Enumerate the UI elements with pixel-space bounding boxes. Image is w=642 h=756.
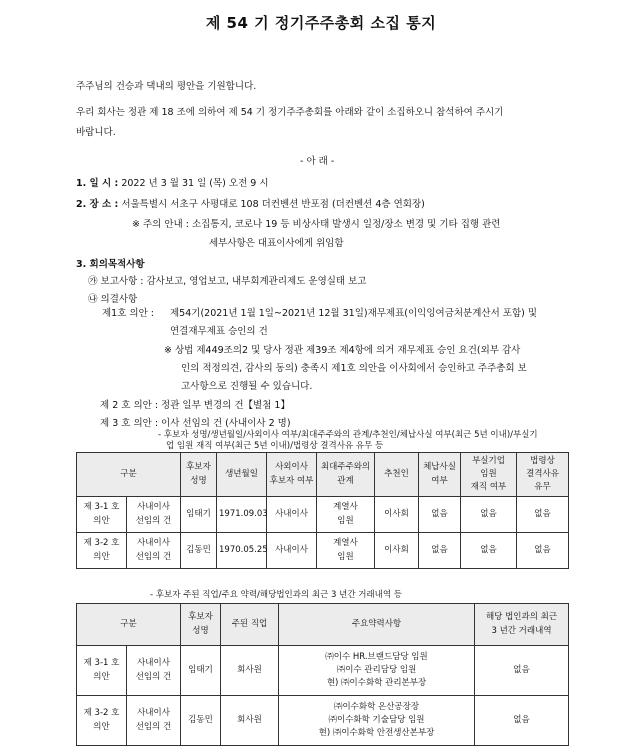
t1-header-div: 구분 (77, 453, 181, 497)
t1-header-candidate: 후보자 성명 (181, 453, 217, 497)
type-cell: 사내이사 선임의 건 (127, 696, 181, 746)
t1-header-insolvent: 부실기업 임원 재직 여부 (461, 453, 517, 497)
relation-cell: 계열사 임원 (317, 497, 375, 533)
table-row (77, 696, 569, 746)
type-cell: 사내이사 선임의 건 (127, 533, 181, 569)
type-cell: 사내이사 선임의 건 (127, 497, 181, 533)
agenda-1-line-2: 연결재무제표 승인의 건 (170, 326, 268, 337)
item-1-label: 1. 일 시 : (76, 178, 119, 189)
table-1-header-row (77, 453, 569, 497)
agenda-cell: 제 3-2 호 의안 (77, 696, 127, 746)
deal-cell: 없음 (475, 696, 569, 746)
arrears-cell: 없음 (419, 533, 461, 569)
item-2-place (76, 196, 425, 210)
career-cell: ㈜이수화학 온산공장장 ㈜이수화학 기술담당 임원 현) ㈜이수화학 안전생산본부장 (279, 696, 475, 746)
birth-cell: 1971.09.03 (217, 497, 267, 533)
agenda-1-note-1: ※ 상법 제449조의2 및 당사 정관 제39조 제4항에 의거 재무제표 승인 요건(외부 감사 (164, 345, 521, 356)
t2-header-job: 주된 직업 (221, 604, 279, 646)
below-marker: - 아 래 - (300, 156, 335, 167)
name-cell: 김동민 (181, 533, 217, 569)
table-1-caption-line-2: 업 임원 재직 여부(최근 5년 이내)/법령상 결격사유 유무 등 (166, 441, 384, 451)
agenda-3: 제 3 호 의안 : 이사 선임의 건 (사내이사 2 명) (100, 418, 291, 429)
t2-header-career: 주요약력사항 (279, 604, 475, 646)
item-2-value: 서울특별시 서초구 사평대로 108 더컨벤션 반포점 (더컨벤션 4층 연회장) (121, 199, 425, 210)
t1-header-outside: 사외이사 후보자 여부 (267, 453, 317, 497)
agenda-cell: 제 3-2 호 의안 (77, 533, 127, 569)
candidate-info-table (76, 452, 569, 569)
item-1-value: 2022 년 3 월 31 일 (목) 오전 9 시 (121, 178, 269, 189)
job-cell: 회사원 (221, 696, 279, 746)
name-cell: 김동민 (181, 696, 221, 746)
agenda-1-line-1: 제54기(2021년 1월 1일~2021년 12월 31일)재무제표(이익잉여금처분계산서 포함) 및 (170, 308, 538, 319)
deal-cell: 없음 (475, 646, 569, 696)
page-title: 제 54 기 정기주주총회 소집 통지 (205, 14, 437, 32)
notice-line-2: 세부사항은 대표이사에게 위임함 (209, 238, 344, 249)
table-row (77, 646, 569, 696)
insolvent-cell: 없음 (461, 533, 517, 569)
agenda-cell: 제 3-1 호 의안 (77, 497, 127, 533)
t1-header-disqualify: 법령상 결격사유 유무 (517, 453, 569, 497)
name-cell: 임태기 (181, 497, 217, 533)
arrears-cell: 없음 (419, 497, 461, 533)
table-row (77, 497, 569, 533)
agenda-1-label: 제1호 의안 : (102, 308, 154, 319)
notice-line-1: ※ 주의 안내 : 소집통지, 코로나 19 등 비상사태 발생시 일정/장소 변경 및 기타 집행 관련 (132, 219, 501, 230)
disqualify-cell: 없음 (517, 533, 569, 569)
t1-header-birth: 생년월일 (217, 453, 267, 497)
table-1-caption-line-1: - 후보자 성명/생년월일/사외이사 여부/최대주주와의 관계/추천인/체납사실 여부(최근 5년 이내)/부실기 (158, 430, 538, 440)
t1-header-relation: 최대주주와의 관계 (317, 453, 375, 497)
report-items: ㉮ 보고사항 : 감사보고, 영업보고, 내부회계관리제도 운영실태 보고 (88, 276, 367, 287)
birth-cell: 1970.05.25 (217, 533, 267, 569)
t2-header-div: 구분 (77, 604, 181, 646)
agenda-2: 제 2 호 의안 : 정관 일부 변경의 건【별첨 1】 (100, 400, 290, 411)
intro-line-2: 바랍니다. (76, 127, 116, 138)
t2-header-deal: 해당 법인과의 최근 3 년간 거래내역 (475, 604, 569, 646)
agenda-cell: 제 3-1 호 의안 (77, 646, 127, 696)
type-cell: 사내이사 선임의 건 (127, 646, 181, 696)
recommender-cell: 이사회 (375, 533, 419, 569)
item-3-label: 3. 회의목적사항 (76, 259, 145, 270)
item-1-datetime (76, 175, 269, 189)
t1-header-arrears: 체납사실 여부 (419, 453, 461, 497)
candidate-career-table (76, 603, 569, 746)
outside-cell: 사내이사 (267, 533, 317, 569)
job-cell: 회사원 (221, 646, 279, 696)
t2-header-candidate: 후보자 성명 (181, 604, 221, 646)
name-cell: 임태기 (181, 646, 221, 696)
agenda-1-note-2: 인의 적정의견, 감사의 동의) 충족시 제1호 의안을 이사회에서 승인하고 주주총회 보 (181, 363, 527, 374)
career-cell: ㈜이수 HR.브랜드담당 임원 ㈜이수 관리담당 임원 현) ㈜이수화학 관리본부장 (279, 646, 475, 696)
table-2-header-row (77, 604, 569, 646)
agenda-1-note-3: 고사항으로 진행될 수 있습니다. (181, 381, 313, 392)
resolution-heading: ㉯ 의결사항 (88, 294, 138, 305)
table-row (77, 533, 569, 569)
insolvent-cell: 없음 (461, 497, 517, 533)
disqualify-cell: 없음 (517, 497, 569, 533)
t1-header-recommender: 추천인 (375, 453, 419, 497)
recommender-cell: 이사회 (375, 497, 419, 533)
intro-line-1: 우리 회사는 정관 제 18 조에 의하여 제 54 기 정기주주총회를 아래와 같이 소집하오니 참석하여 주시기 (76, 107, 504, 118)
greeting: 주주님의 건승과 댁내의 평안을 기원합니다. (76, 81, 257, 92)
relation-cell: 계열사 임원 (317, 533, 375, 569)
table-2-caption: - 후보자 주된 직업/주요 약력/해당법인과의 최근 3 년간 거래내역 등 (150, 590, 403, 600)
item-2-label: 2. 장 소 : (76, 199, 119, 210)
outside-cell: 사내이사 (267, 497, 317, 533)
